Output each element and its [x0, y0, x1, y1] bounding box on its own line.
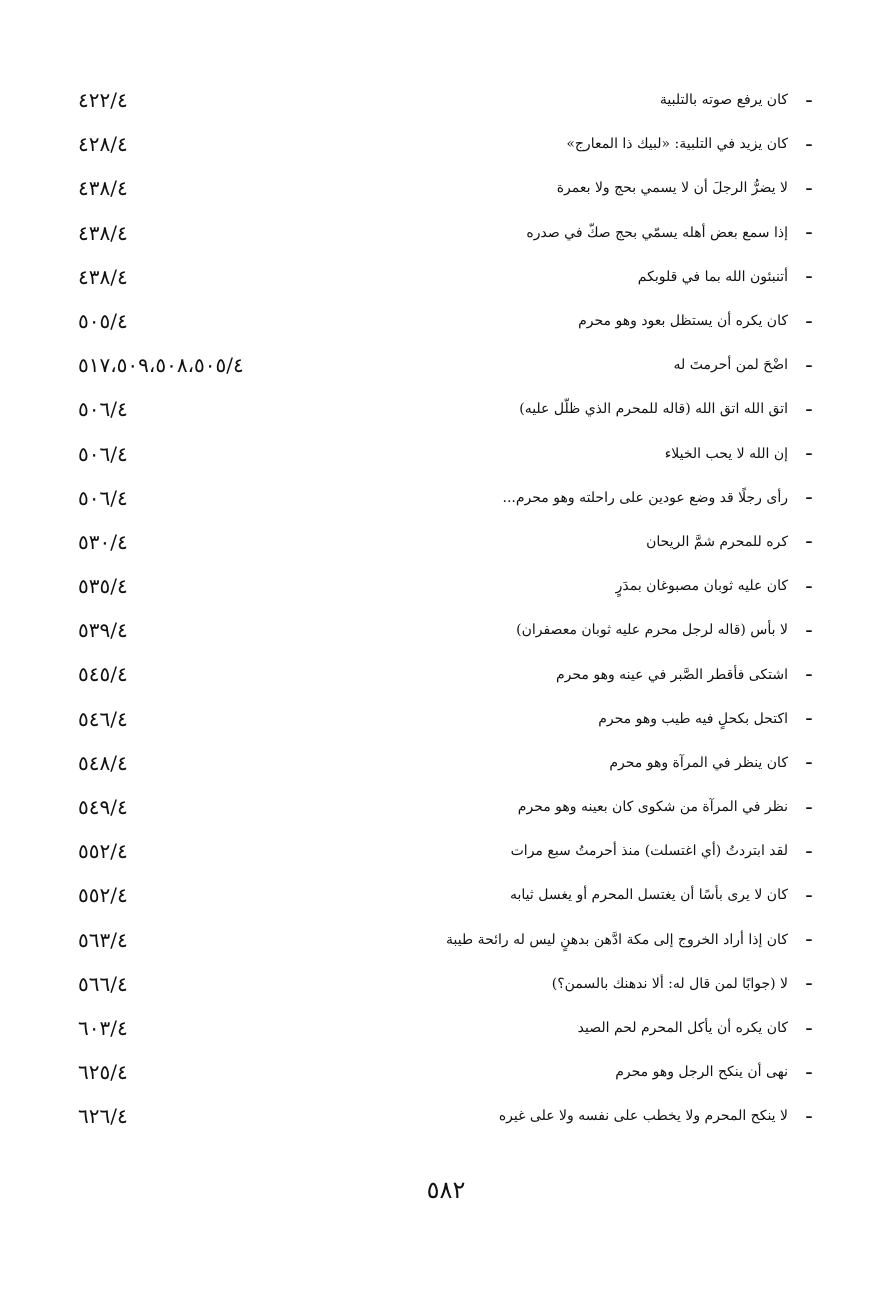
entry-text: اضْحَ لمن أحرمتَ له	[673, 357, 788, 374]
entry-text: كان يرفع صوته بالتلبية	[659, 92, 788, 109]
entry-reference: ٤٣٨/٤	[78, 264, 128, 289]
entry-reference: ٥٤٥/٤	[78, 662, 128, 687]
index-entry	[78, 873, 822, 917]
entry-text: اكتحل بكحلٍ فيه طيب وهو محرم	[598, 710, 788, 727]
entry-text: لا (جوابًا لمن قال له: ألا ندهنك بالسمن؟)	[551, 975, 788, 992]
entry-dash: -	[805, 927, 813, 953]
entry-dash: -	[805, 662, 813, 688]
page-number: ٥٨٢	[426, 1176, 466, 1204]
entry-dash: -	[805, 485, 813, 511]
index-entry	[78, 918, 822, 962]
entry-text: اتق الله اتق الله (قاله للمحرم الذي ظلّل عليه)	[519, 401, 788, 418]
index-entry	[78, 255, 822, 299]
index-entry	[78, 211, 822, 255]
entry-dash: -	[805, 882, 813, 908]
index-entry	[78, 122, 822, 166]
index-entry	[78, 78, 822, 122]
entry-reference: ٥٤٦/٤	[78, 706, 128, 731]
entry-reference: ٤٣٨/٤	[78, 220, 128, 245]
entry-reference: ٥١٧،٥٠٩،٥٠٨،٥٠٥/٤	[78, 353, 244, 378]
entry-text: كان عليه ثوبان مصبوغان بمدَرٍ	[615, 578, 788, 595]
entry-reference: ٥٥٢/٤	[78, 883, 128, 908]
entry-text: كان لا يرى بأسًا أن يغتسل المحرم أو يغسل ثيابه	[510, 887, 788, 904]
entry-dash: -	[805, 838, 813, 864]
index-entry	[78, 1094, 822, 1138]
hadith-index-list	[78, 78, 822, 1139]
entry-reference: ٥٣٥/٤	[78, 574, 128, 599]
index-entry	[78, 387, 822, 431]
entry-text: إذا سمع بعض أهله يسمّي بحج صكّ في صدره	[526, 224, 788, 241]
index-entry	[78, 564, 822, 608]
entry-dash: -	[805, 131, 813, 157]
index-entry	[78, 343, 822, 387]
entry-dash: -	[805, 264, 813, 290]
entry-dash: -	[805, 441, 813, 467]
entry-dash: -	[805, 1015, 813, 1041]
entry-text: نهى أن ينكح الرجل وهو محرم	[615, 1064, 788, 1081]
entry-dash: -	[805, 750, 813, 776]
entry-text: اشتكى فأقطر الصَّبر في عينه وهو محرم	[555, 666, 788, 683]
index-entry	[78, 520, 822, 564]
entry-dash: -	[805, 529, 813, 555]
entry-text: رأى رجلًا قد وضع عودين على راحلته وهو محرم...	[502, 489, 788, 506]
entry-text: كان يكره أن يأكل المحرم لحم الصيد	[577, 1020, 788, 1037]
index-entry	[78, 962, 822, 1006]
entry-text: كره للمحرم شمَّ الريحان	[646, 533, 788, 550]
entry-reference: ٥٠٥/٤	[78, 308, 128, 333]
entry-dash: -	[805, 396, 813, 422]
entry-reference: ٥٣٠/٤	[78, 529, 128, 554]
index-entry	[78, 608, 822, 652]
entry-dash: -	[805, 794, 813, 820]
entry-text: نظر في المرآة من شكوى كان بعينه وهو محرم	[517, 799, 788, 816]
index-entry	[78, 741, 822, 785]
index-entry	[78, 166, 822, 210]
entry-reference: ٤٢٢/٤	[78, 88, 128, 112]
entry-reference: ٥٤٨/٤	[78, 750, 128, 775]
entry-dash: -	[805, 971, 813, 997]
entry-reference: ٥٤٩/٤	[78, 795, 128, 819]
entry-reference: ٥٣٩/٤	[78, 618, 128, 643]
index-entry	[78, 299, 822, 343]
entry-reference: ٥٦٦/٤	[78, 971, 128, 996]
entry-reference: ٥٠٦/٤	[78, 485, 128, 510]
entry-dash: -	[805, 87, 813, 113]
entry-reference: ٤٣٨/٤	[78, 176, 128, 201]
index-entry	[78, 1050, 822, 1094]
entry-dash: -	[805, 308, 813, 334]
entry-dash: -	[805, 175, 813, 201]
entry-dash: -	[805, 1059, 813, 1085]
entry-text: كان يزيد في التلبية: «لبيك ذا المعارج»	[566, 136, 788, 153]
entry-reference: ٦٢٦/٤	[78, 1104, 128, 1129]
entry-dash: -	[805, 1103, 813, 1129]
entry-text: لقد ابتردتُ (أي اغتسلت) منذ أحرمتُ سبع مرات	[510, 843, 788, 860]
entry-text: لا يضرُّ الرجلَ أن لا يسمي بحج ولا بعمرة	[556, 180, 788, 197]
entry-reference: ٤٢٨/٤	[78, 132, 128, 157]
entry-reference: ٦٠٣/٤	[78, 1015, 128, 1040]
entry-text: كان إذا أراد الخروج إلى مكة ادَّهن بدهنٍ ليس له رائحة طيبة	[446, 931, 788, 948]
index-entry	[78, 1006, 822, 1050]
entry-reference: ٥٠٦/٤	[78, 397, 128, 422]
entry-reference: ٥٠٦/٤	[78, 441, 128, 466]
entry-dash: -	[805, 573, 813, 599]
entry-text: أتنبئون الله بما في قلوبكم	[637, 268, 788, 285]
index-entry	[78, 432, 822, 476]
entry-text: لا ينكح المحرم ولا يخطب على نفسه ولا على غيره	[498, 1108, 788, 1125]
entry-text: كان يكره أن يستظل بعود وهو محرم	[578, 313, 788, 330]
entry-text: لا بأس (قاله لرجل محرم عليه ثوبان معصفران)	[516, 622, 788, 639]
entry-dash: -	[805, 617, 813, 643]
index-entry	[78, 652, 822, 696]
entry-reference: ٥٥٢/٤	[78, 839, 128, 864]
entry-dash: -	[805, 706, 813, 732]
entry-dash: -	[805, 352, 813, 378]
index-entry	[78, 829, 822, 873]
index-entry	[78, 697, 822, 741]
entry-reference: ٥٦٣/٤	[78, 927, 128, 952]
index-entry	[78, 476, 822, 520]
index-entry	[78, 785, 822, 829]
entry-dash: -	[805, 220, 813, 246]
entry-text: إن الله لا يحب الخيلاء	[664, 445, 788, 462]
entry-reference: ٦٢٥/٤	[78, 1060, 128, 1085]
entry-text: كان ينظر في المرآة وهو محرم	[609, 754, 788, 771]
